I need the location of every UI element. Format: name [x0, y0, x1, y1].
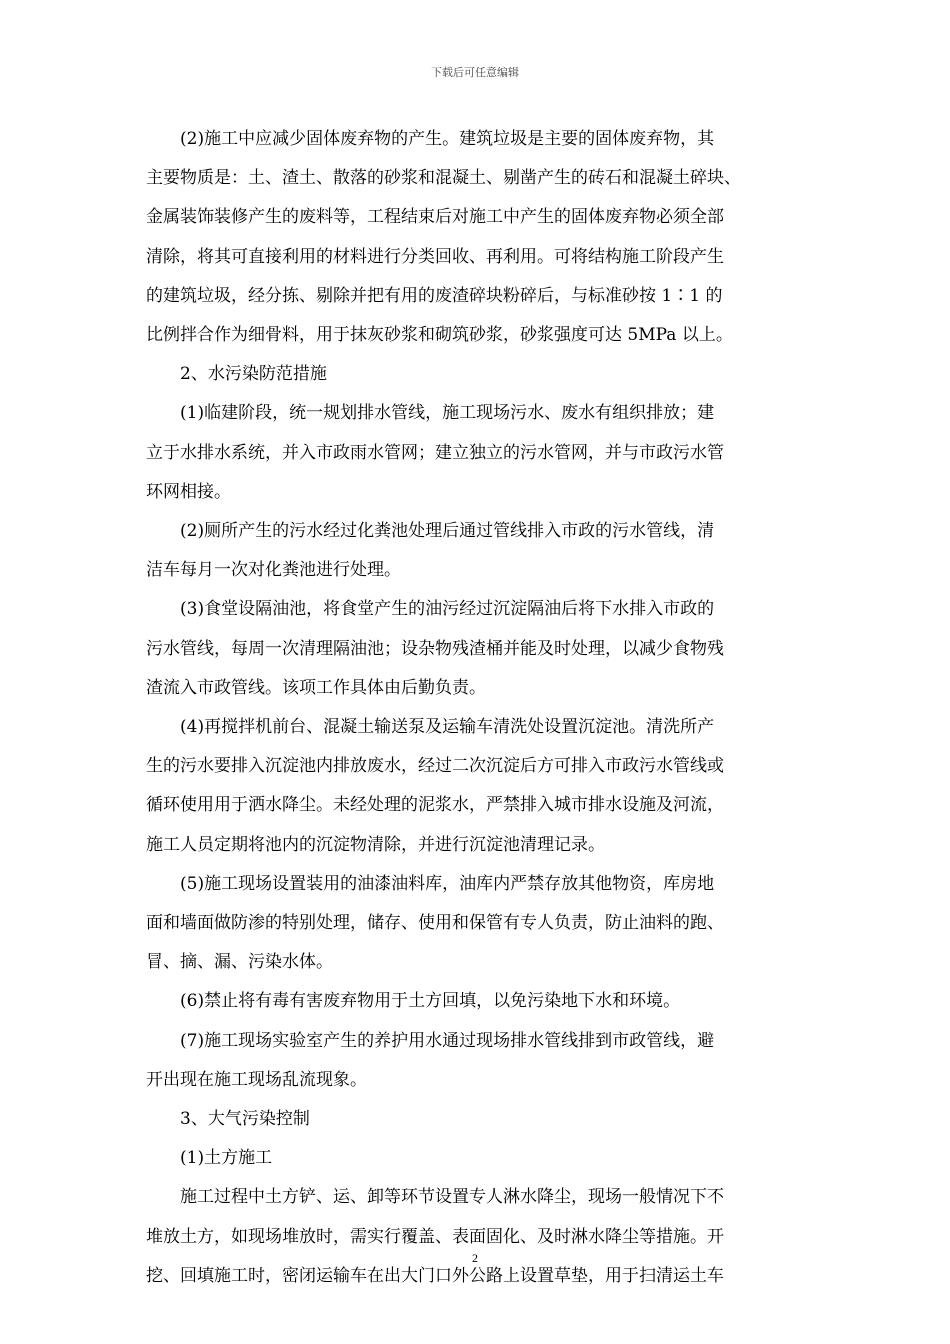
text-line: 2、水污染防范措施	[180, 364, 327, 385]
text-line: (2)施工中应减少固体废弃物的产生。建筑垃圾是主要的固体废弃物，其	[180, 129, 715, 149]
text-line: 冒、摘、漏、污染水体。	[146, 952, 333, 973]
text-line: 施工人员定期将池内的沉淀物清除，并进行沉淀池清理记录。	[146, 834, 605, 855]
text-line: (1)临建阶段，统一规划排水管线，施工现场污水、废水有组织排放；建	[180, 403, 715, 424]
document-body	[146, 120, 806, 1296]
text-line: 金属装饰装修产生的废料等，工程结束后对施工中产生的固体废弃物必须全部	[146, 207, 724, 228]
page-number: 2	[472, 1251, 478, 1265]
text-line: 污水管线，每周一次清理隔油池；设杂物残渣桶并能及时处理，以减少食物残	[146, 638, 724, 659]
text-line: 渣流入市政管线。该项工作具体由后勤负责。	[146, 677, 486, 698]
text-line: 挖、回填施工时，密闭运输车在出大门口外公路上设置草垫，用于扫清运土车	[146, 1265, 724, 1286]
text-line: 的建筑垃圾，经分拣、剔除并把有用的废渣碎块粉碎后，与标准砂按 1∶1 的	[146, 285, 723, 306]
text-line: 立于水排水系统，并入市政雨水管网；建立独立的污水管网，并与市政污水管	[146, 442, 724, 463]
text-line: 3、大气污染控制	[180, 1109, 310, 1130]
text-line: 循环使用用于洒水降尘。未经处理的泥浆水，严禁排入城市排水设施及河流，	[146, 795, 724, 816]
text-line: 开出现在施工现场乱流现象。	[146, 1069, 367, 1090]
text-line: (3)食堂设隔油池，将食堂产生的油污经过沉淀隔油后将下水排入市政的	[180, 599, 715, 620]
text-line: (1)土方施工	[180, 1148, 273, 1169]
text-line: 清除，将其可直接利用的材料进行分类回收、再利用。可将结构施工阶段产生	[146, 246, 724, 267]
text-line: (7)施工现场实验室产生的养护用水通过现场排水管线排到市政管线，避	[180, 1030, 715, 1051]
text-line: (6)禁止将有毒有害废弃物用于土方回填，以免污染地下水和环境。	[180, 991, 681, 1012]
text-line: (4)再搅拌机前台、混凝土输送泵及运输车清洗处设置沉淀池。清洗所产	[180, 717, 715, 738]
text-line: 面和墙面做防渗的特别处理，储存、使用和保管有专人负责，防止油料的跑、	[146, 913, 724, 934]
text-line: (2)厕所产生的污水经过化粪池处理后通过管线排入市政的污水管线，清	[180, 521, 715, 542]
text-line: 比例拌合作为细骨料，用于抹灰砂浆和砌筑砂浆，砂浆强度可达 5MPa 以上。	[146, 325, 733, 346]
text-line: 施工过程中土方铲、运、卸等环节设置专人淋水降尘，现场一般情况下不	[180, 1187, 724, 1208]
page-header: 下载后可任意编辑	[431, 66, 519, 79]
text-line: (5)施工现场设置装用的油漆油料库，油库内严禁存放其他物资，库房地	[180, 873, 715, 894]
text-line: 堆放土方，如现场堆放时，需实行覆盖、表面固化、及时淋水降尘等措施。开	[146, 1226, 724, 1247]
text-line: 生的污水要排入沉淀池内排放废水，经过二次沉淀后方可排入市政污水管线或	[146, 756, 724, 777]
text-line: 洁车每月一次对化粪池进行处理。	[146, 560, 401, 581]
text-line: 环网相接。	[146, 481, 231, 502]
text-line: 主要物质是：土、渣土、散落的砂浆和混凝土、剔凿产生的砖石和混凝土碎块、	[146, 168, 741, 189]
